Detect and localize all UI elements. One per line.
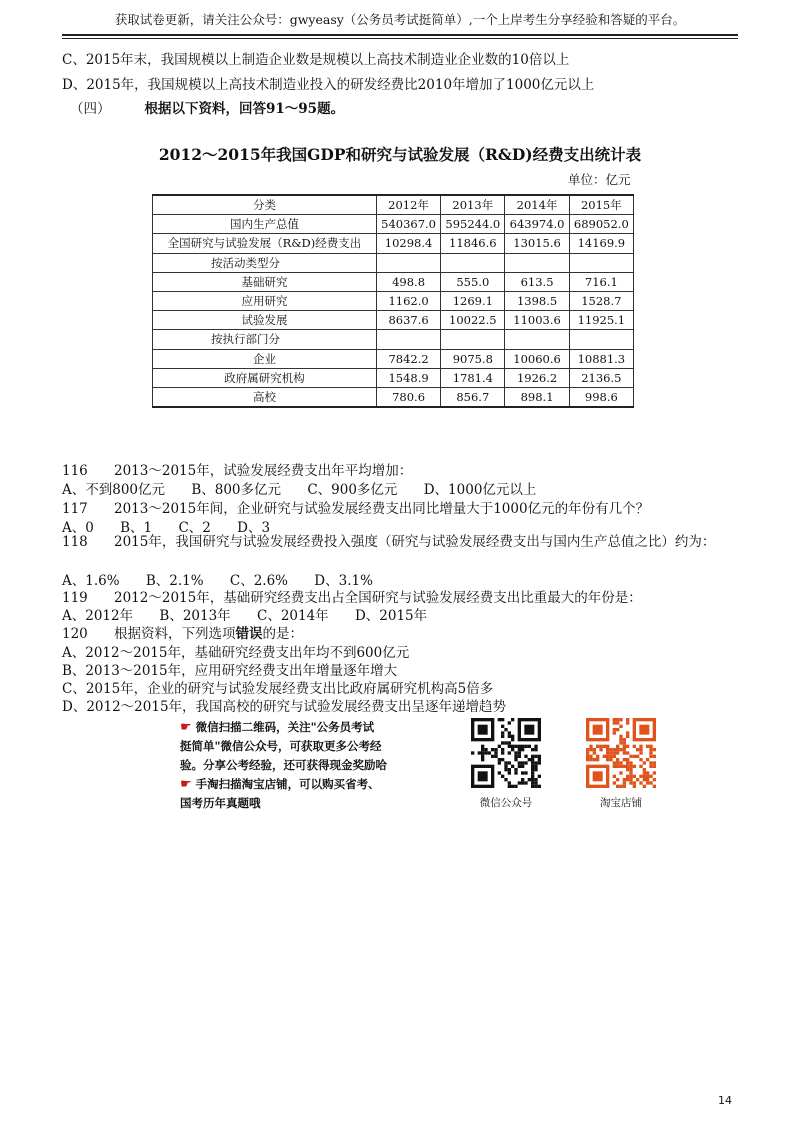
question-119 bbox=[62, 586, 642, 606]
table-row bbox=[153, 311, 634, 330]
row-category: 企业 bbox=[153, 349, 377, 368]
option-a: A、0 bbox=[62, 520, 94, 536]
table-cell: 10881.3 bbox=[569, 349, 633, 368]
table-cell: 11846.6 bbox=[441, 234, 505, 253]
option-d: D、3 bbox=[237, 520, 271, 536]
pointing-hand-icon: ☛ bbox=[180, 777, 192, 792]
table-cell: 856.7 bbox=[441, 387, 505, 407]
prev-option-c: C、2015年末，我国规模以上制造企业数是规模以上高技术制造业企业数的10倍以上 bbox=[62, 52, 570, 68]
table-header-cell: 2013年 bbox=[441, 195, 505, 215]
question-number: 116 bbox=[62, 463, 88, 479]
table-cell: 1548.9 bbox=[376, 368, 440, 387]
question-emphasis: 错误 bbox=[235, 626, 263, 642]
question-number: 118 bbox=[62, 534, 88, 550]
option-c: C、2 bbox=[178, 520, 211, 536]
question-116-options bbox=[62, 478, 558, 498]
option-b: B、2013～2015年，应用研究经费支出年增量逐年增大 bbox=[62, 663, 398, 679]
option-a: A、2012～2015年，基础研究经费支出年均不到600亿元 bbox=[62, 645, 410, 661]
option-c: C、2014年 bbox=[256, 608, 329, 624]
row-category: 应用研究 bbox=[153, 291, 377, 310]
table-cell: 1528.7 bbox=[569, 291, 633, 310]
table-title: 2012～2015年我国GDP和研究与试验发展（R&D)经费支出统计表 bbox=[158, 145, 642, 164]
prev-option-d: D、2015年，我国规模以上高技术制造业投入的研发经费比2010年增加了1000亿元以上 bbox=[62, 77, 595, 93]
question-text: 2013～2015年，试验发展经费支出年平均增加： bbox=[114, 463, 413, 479]
table-cell: 10060.6 bbox=[505, 349, 569, 368]
promo-line: 国考历年真题哦 bbox=[180, 796, 261, 810]
table-cell bbox=[569, 253, 633, 272]
promo-line: 验。分享公考经验，还可获得现金奖励哈 bbox=[180, 758, 387, 772]
option-b: B、2.1% bbox=[145, 573, 204, 589]
question-number: 120 bbox=[62, 626, 88, 642]
table-header-cell: 2012年 bbox=[376, 195, 440, 215]
option-a: A、1.6% bbox=[62, 573, 120, 589]
question-118 bbox=[62, 534, 722, 550]
row-category: 全国研究与试验发展（R&D)经费支出 bbox=[153, 234, 377, 253]
table-cell: 11925.1 bbox=[569, 311, 633, 330]
question-text: 2012～2015年，基础研究经费支出占全国研究与试验发展经费支出比重最大的年份是： bbox=[114, 590, 642, 606]
table-row bbox=[153, 349, 634, 368]
table-row bbox=[153, 368, 634, 387]
question-text: 2015年，我国研究与试验发展经费投入强度（研究与试验发展经费支出与国内生产总值之比）约为： bbox=[114, 534, 716, 550]
option-b: B、1 bbox=[120, 520, 153, 536]
table-cell: 14169.9 bbox=[569, 234, 633, 253]
table-header-cell: 分类 bbox=[153, 195, 377, 215]
table-cell: 9075.8 bbox=[441, 349, 505, 368]
table-cell: 1162.0 bbox=[376, 291, 440, 310]
table-cell: 10022.5 bbox=[441, 311, 505, 330]
table-cell: 10298.4 bbox=[376, 234, 440, 253]
table-row bbox=[153, 387, 634, 407]
wechat-qr-label: 微信公众号 bbox=[479, 797, 533, 809]
question-120 bbox=[62, 622, 303, 642]
header-rule-thin bbox=[62, 38, 738, 39]
question-text-end: 的是： bbox=[262, 626, 303, 642]
page-number: 14 bbox=[718, 1094, 732, 1107]
table-cell: 613.5 bbox=[505, 272, 569, 291]
table-cell: 13015.6 bbox=[505, 234, 569, 253]
table-cell bbox=[505, 253, 569, 272]
table-row bbox=[153, 291, 634, 310]
table-cell: 780.6 bbox=[376, 387, 440, 407]
option-a: A、2012年 bbox=[62, 608, 134, 624]
table-cell bbox=[505, 330, 569, 349]
row-category: 高校 bbox=[153, 387, 377, 407]
table-cell: 1269.1 bbox=[441, 291, 505, 310]
table-cell bbox=[376, 330, 440, 349]
row-group-label: 按活动类型分 bbox=[153, 253, 377, 272]
table-cell: 555.0 bbox=[441, 272, 505, 291]
table-cell bbox=[376, 253, 440, 272]
table-cell: 689052.0 bbox=[569, 215, 633, 234]
wechat-qr-code-icon bbox=[471, 718, 541, 788]
option-a: A、不到800亿元 bbox=[62, 482, 166, 498]
table-cell: 595244.0 bbox=[441, 215, 505, 234]
table-row bbox=[153, 215, 634, 234]
table-cell: 1781.4 bbox=[441, 368, 505, 387]
row-category: 政府属研究机构 bbox=[153, 368, 377, 387]
table-cell: 540367.0 bbox=[376, 215, 440, 234]
table-cell: 643974.0 bbox=[505, 215, 569, 234]
question-117 bbox=[62, 497, 649, 517]
table-row bbox=[153, 272, 634, 291]
option-d: D、3.1% bbox=[314, 573, 373, 589]
rd-statistics-table bbox=[152, 194, 634, 408]
row-group-label: 按执行部门分 bbox=[153, 330, 377, 349]
promo-line: 微信扫描二维码，关注"公务员考试 bbox=[195, 720, 375, 734]
question-text: 2013～2015年间，企业研究与试验发展经费支出同比增量大于1000亿元的年份有几个？ bbox=[114, 501, 650, 517]
table-cell: 998.6 bbox=[569, 387, 633, 407]
option-b: B、2013年 bbox=[159, 608, 231, 624]
promo-line: 手淘扫描淘宝店铺，可以购买省考、 bbox=[195, 777, 380, 791]
section-label: （四） bbox=[70, 101, 111, 117]
table-cell: 898.1 bbox=[505, 387, 569, 407]
question-116 bbox=[62, 459, 412, 479]
table-header-cell: 2015年 bbox=[569, 195, 633, 215]
table-cell bbox=[441, 330, 505, 349]
table-cell: 1926.2 bbox=[505, 368, 569, 387]
question-text: 根据资料，下列选项 bbox=[114, 626, 236, 642]
option-d: D、2012～2015年，我国高校的研究与试验发展经费支出呈逐年递增趋势 bbox=[62, 699, 507, 715]
table-cell: 1398.5 bbox=[505, 291, 569, 310]
table-row bbox=[153, 234, 634, 253]
table-header-row bbox=[153, 195, 634, 215]
page-header: 获取试卷更新，请关注公众号：gwyeasy（公务员考试挺简单）,一个上岸考生分享经验和答疑的平台。 bbox=[114, 12, 686, 27]
table-cell bbox=[569, 330, 633, 349]
section-text: 根据以下资料，回答91～95题。 bbox=[144, 101, 345, 117]
row-category: 试验发展 bbox=[153, 311, 377, 330]
taobao-qr-code-icon bbox=[586, 718, 656, 788]
header-rule-thick bbox=[62, 34, 738, 36]
table-header-cell: 2014年 bbox=[505, 195, 569, 215]
table-unit: 单位：亿元 bbox=[568, 172, 631, 187]
table-cell bbox=[441, 253, 505, 272]
table-cell: 2136.5 bbox=[569, 368, 633, 387]
table-cell: 11003.6 bbox=[505, 311, 569, 330]
section-heading bbox=[62, 97, 344, 117]
taobao-qr-label: 淘宝店铺 bbox=[600, 797, 642, 809]
table-row bbox=[153, 330, 634, 349]
table-row bbox=[153, 253, 634, 272]
pointing-hand-icon: ☛ bbox=[180, 720, 192, 735]
option-d: D、2015年 bbox=[354, 608, 428, 624]
option-b: B、800多亿元 bbox=[191, 482, 282, 498]
option-c: C、900多亿元 bbox=[307, 482, 398, 498]
row-category: 国内生产总值 bbox=[153, 215, 377, 234]
table-cell: 7842.2 bbox=[376, 349, 440, 368]
question-number: 117 bbox=[62, 501, 88, 517]
table-cell: 498.8 bbox=[376, 272, 440, 291]
option-d: D、1000亿元以上 bbox=[423, 482, 537, 498]
question-number: 119 bbox=[62, 590, 88, 606]
question-119-options bbox=[62, 604, 449, 624]
option-c: C、2015年，企业的研究与试验发展经费支出比政府属研究机构高5倍多 bbox=[62, 681, 494, 697]
table-cell: 716.1 bbox=[569, 272, 633, 291]
promo-text-block bbox=[180, 718, 452, 813]
option-c: C、2.6% bbox=[229, 573, 288, 589]
promo-line: 挺简单"微信公众号，可获取更多公考经 bbox=[180, 739, 382, 753]
row-category: 基础研究 bbox=[153, 272, 377, 291]
question-117-options bbox=[62, 516, 292, 536]
table-cell: 8637.6 bbox=[376, 311, 440, 330]
